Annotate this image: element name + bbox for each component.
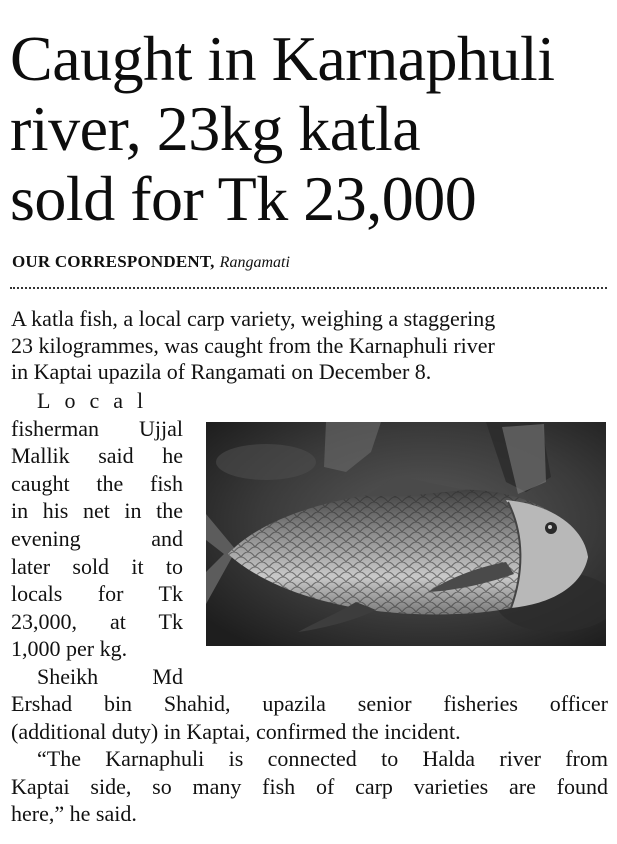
column-line: Sheikh Md xyxy=(37,663,183,689)
column-line: later sold it to xyxy=(11,553,183,579)
dotted-divider xyxy=(10,287,607,289)
column-line: locals for Tk xyxy=(11,581,183,607)
intro-paragraph xyxy=(11,306,608,386)
column-line: fisherman Ujjal xyxy=(11,415,183,441)
byline-name: OUR CORRESPONDENT, xyxy=(12,252,215,271)
intro-line: in Kaptai upazila of Rangamati on December 8. xyxy=(11,359,432,384)
column-line: caught the fish xyxy=(11,470,183,496)
intro-line: A katla fish, a local carp variety, weighing a staggering xyxy=(11,306,496,331)
byline xyxy=(12,252,290,273)
byline-place: Rangamati xyxy=(219,254,290,271)
paragraph-line: (additional duty) in Kaptai, confirmed the incident. xyxy=(11,718,461,744)
column-line: in his net in the xyxy=(11,498,183,524)
paragraph-quote xyxy=(11,745,608,828)
column-line: Mallik said he xyxy=(11,443,183,469)
headline-line: Caught in Karnaphuli xyxy=(10,23,555,94)
katla-fish-photo xyxy=(206,422,606,646)
paragraph-line: Kaptai side, so many fish of carp varieties are found xyxy=(11,773,608,799)
paragraph-officer xyxy=(11,690,608,745)
column-line: Local xyxy=(37,388,158,413)
intro-line: 23 kilogrammes, was caught from the Karnaphuli river xyxy=(11,332,495,358)
narrow-column-paragraph xyxy=(11,387,183,691)
column-line: 23,000, at Tk xyxy=(11,608,183,634)
headline xyxy=(10,24,610,234)
paragraph-line: here,” he said. xyxy=(11,801,137,827)
column-line: 1,000 per kg. xyxy=(11,636,128,662)
paragraph-line: “The Karnaphuli is connected to Halda river from xyxy=(37,746,608,771)
headline-line: sold for Tk 23,000 xyxy=(10,163,477,234)
column-line: evening and xyxy=(11,525,183,551)
paragraph-line: Ershad bin Shahid, upazila senior fisheries officer xyxy=(11,691,608,716)
headline-line: river, 23kg katla xyxy=(10,93,421,164)
